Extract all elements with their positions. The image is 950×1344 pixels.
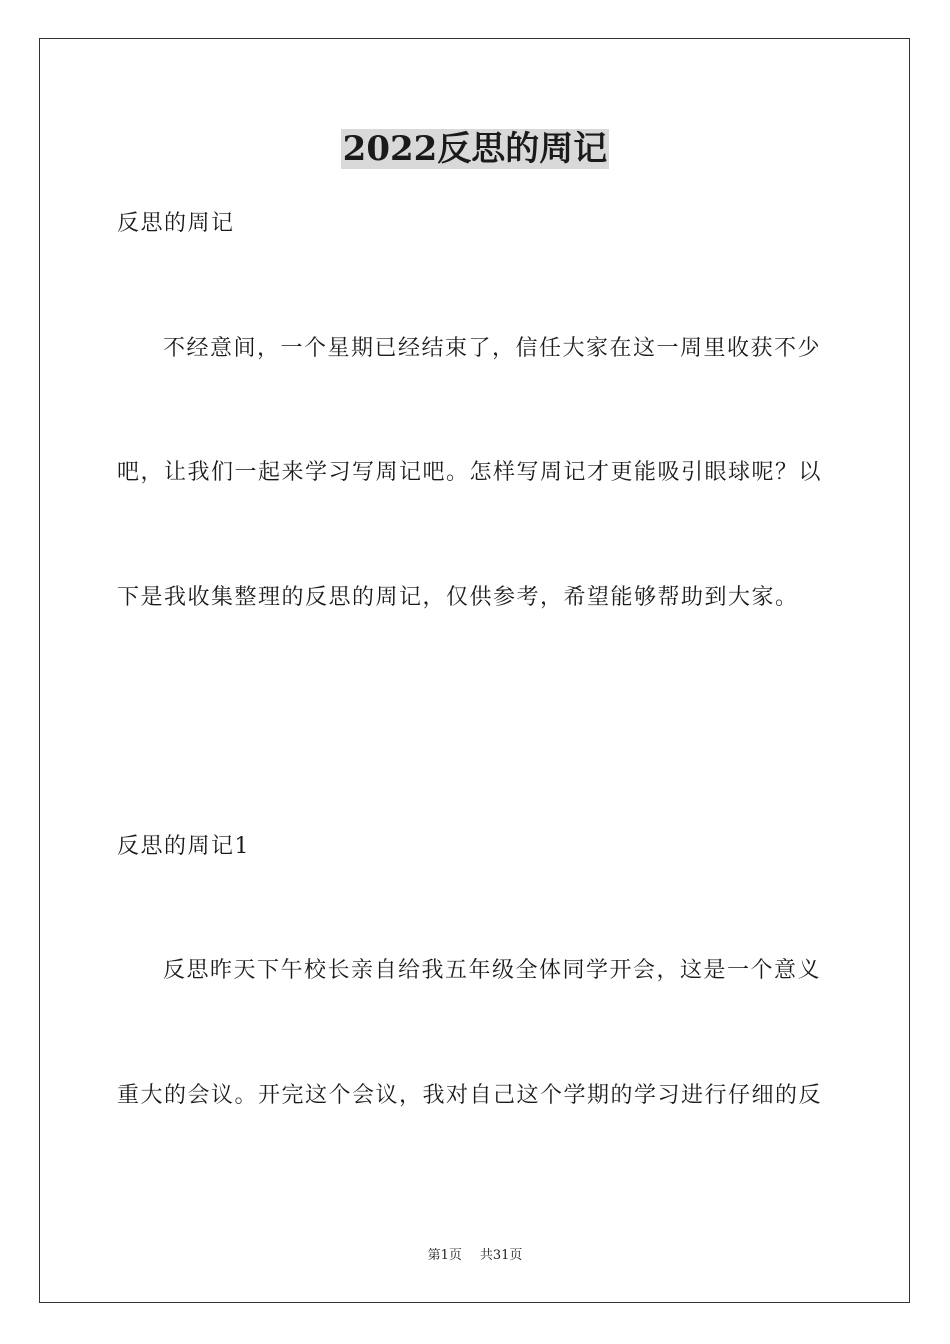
document-title <box>0 126 950 172</box>
paragraph-line: 不经意间，一个星期已经结束了，信任大家在这一周里收获不少 <box>163 336 822 361</box>
document-title-text: 2022反思的周记 <box>342 129 608 169</box>
paragraph-line: 反思昨天下午校长亲自给我五年级全体同学开会，这是一个意义 <box>163 958 822 983</box>
paragraph-line: 吧，让我们一起来学习写周记吧。怎样写周记才更能吸引眼球呢？以 <box>117 460 823 485</box>
paragraph-line: 下是我收集整理的反思的周记，仅供参考，希望能够帮助到大家。 <box>117 585 799 610</box>
document-subtitle: 反思的周记 <box>117 211 235 236</box>
page-number: 第1页 <box>427 1248 462 1263</box>
page-footer <box>0 1247 950 1265</box>
total-pages: 共31页 <box>479 1248 523 1263</box>
paragraph-line: 重大的会议。开完这个会议，我对自己这个学期的学习进行仔细的反 <box>117 1083 823 1108</box>
section-heading: 反思的周记1 <box>117 834 250 859</box>
